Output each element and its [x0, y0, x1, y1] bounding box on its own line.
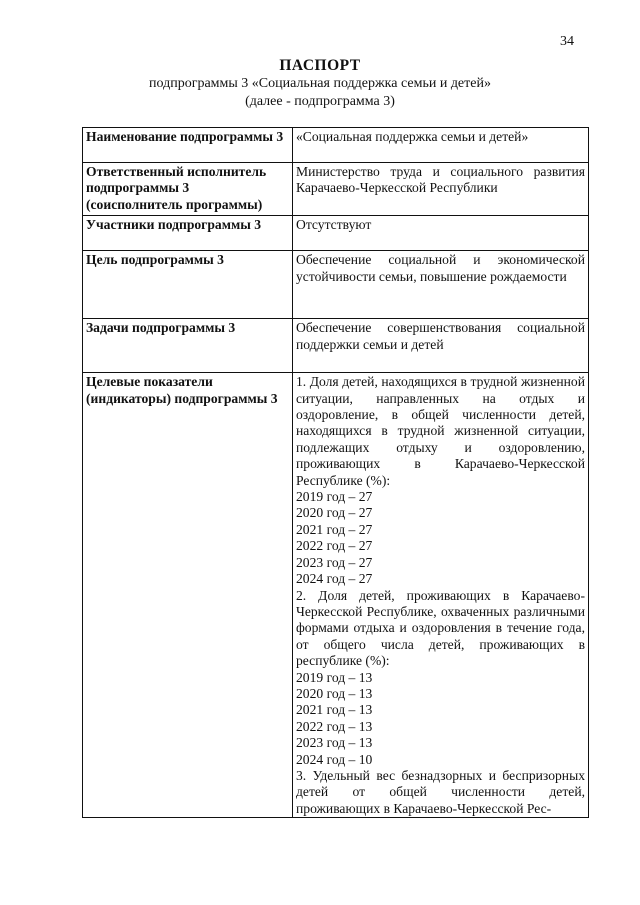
- page-number: 34: [560, 34, 574, 49]
- row-label: Наименование подпрограммы 3: [83, 128, 293, 163]
- value-line: 2020 год – 27: [296, 505, 373, 521]
- value-line: 2021 год – 13: [296, 702, 373, 718]
- value-line: 2019 год – 13: [296, 669, 373, 685]
- table-row-goal: [83, 251, 589, 319]
- table-row-name: [83, 128, 589, 163]
- row-label: Участники подпрограммы 3: [83, 216, 293, 251]
- row-label: Цель подпрограммы 3: [83, 251, 293, 319]
- value-line: Обеспечение совершенствования социальной поддержки семьи и детей: [296, 320, 585, 352]
- row-label: Ответственный исполнитель подпрограммы 3 (соисполнитель программы): [83, 163, 293, 216]
- value-line: 2021 год – 27: [296, 521, 373, 537]
- value-line: 2023 год – 27: [296, 554, 373, 570]
- row-value: [293, 319, 589, 373]
- table-row-indicators: [83, 373, 589, 818]
- value-line: 2022 год – 27: [296, 538, 373, 554]
- passport-table: [82, 127, 589, 818]
- value-line: «Социальная поддержка семьи и детей»: [296, 129, 529, 144]
- value-line: Министерство труда и социального развития Карачаево-Черкесской Республики: [296, 164, 585, 196]
- row-value: [293, 251, 589, 319]
- table-row-participants: [83, 216, 589, 251]
- value-line: 2019 год – 27: [296, 489, 373, 505]
- subtitle-line-2: (далее - подпрограмма 3): [245, 94, 395, 109]
- table-row-executor: [83, 163, 589, 216]
- value-line: 2024 год – 27: [296, 571, 373, 587]
- value-line: 2022 год – 13: [296, 718, 373, 734]
- subtitle-line-1: подпрограммы 3 «Социальная поддержка семьи и детей»: [149, 76, 491, 91]
- value-line: Отсутствуют: [296, 217, 372, 233]
- row-label: Целевые показатели (индикаторы) подпрограммы 3: [83, 373, 293, 818]
- document-subtitle: [0, 75, 640, 111]
- value-line: 2020 год – 13: [296, 685, 373, 701]
- row-value: [293, 163, 589, 216]
- row-value: [293, 128, 589, 163]
- value-line: 3. Удельный вес безнадзорных и беспризорных детей от общей численности детей, проживающих в Карачаево-Черкесской Рес-: [296, 767, 585, 816]
- row-label: Задачи подпрограммы 3: [83, 319, 293, 373]
- document-title: ПАСПОРТ: [279, 57, 361, 74]
- value-line: 2023 год – 13: [296, 735, 373, 751]
- row-value: [293, 216, 589, 251]
- table-row-tasks: [83, 319, 589, 373]
- value-line: 1. Доля детей, находящихся в трудной жизненной ситуации, направленных на отдых и оздоровление, в общей численности детей, находящихся в трудной жизненной ситуации, подлежащих отдыху и оздоровлению, проживающих в Карачаево-Черкесской Республике (%):: [296, 374, 585, 488]
- row-value: [293, 373, 589, 818]
- value-line: Обеспечение социальной и экономической устойчивости семьи, повышение рождаемости: [296, 252, 585, 284]
- value-line: 2. Доля детей, проживающих в Карачаево-Черкесской Республике, охваченных различными формами отдыха и оздоровления в течение года, от общего числа детей, проживающих в республике (%):: [296, 587, 585, 669]
- value-line: 2024 год – 10: [296, 751, 373, 767]
